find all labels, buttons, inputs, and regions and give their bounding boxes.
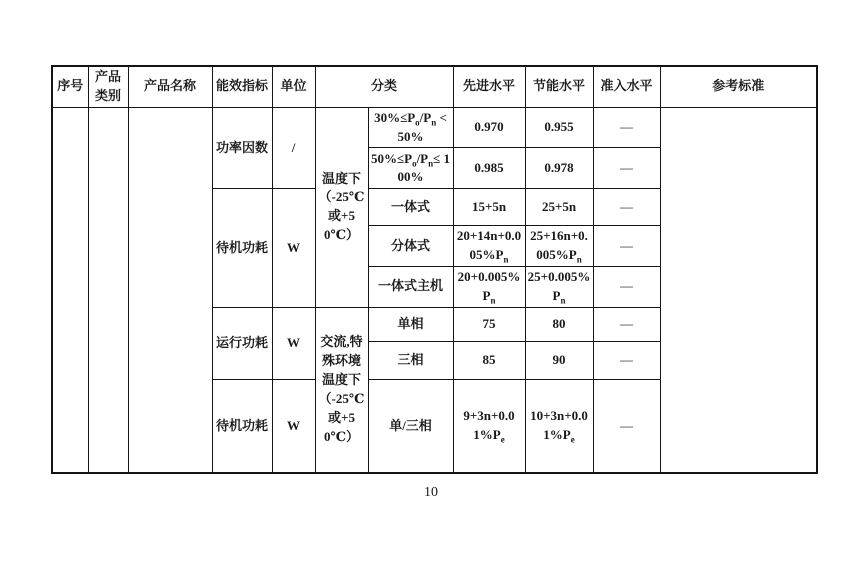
cell-entry-level: — [593, 341, 660, 379]
col-header-efficiency-indicator: 能效指标 [212, 66, 272, 107]
cell-advanced-level: 75 [453, 307, 525, 341]
cell-advanced-level: 0.970 [453, 107, 525, 148]
cell-saving-level: $25+16n+0.005\%P_n$ [525, 226, 593, 267]
cell-serial-empty [52, 107, 88, 473]
col-header-serial: 序号 [52, 66, 88, 107]
col-header-reference-standard: 参考标准 [660, 66, 817, 107]
col-header-saving-level: 节能水平 [525, 66, 593, 107]
cell-entry-level: — [593, 379, 660, 473]
cell-entry-level: — [593, 267, 660, 308]
cell-product-category-empty [88, 107, 128, 473]
cell-entry-level: — [593, 107, 660, 148]
col-header-advanced-level: 先进水平 [453, 66, 525, 107]
energy-efficiency-table [51, 65, 818, 474]
cell-unit: W [272, 307, 315, 379]
cell-classification: 单相 [368, 307, 453, 341]
cell-unit: W [272, 189, 315, 307]
cell-saving-level: $10+3n+0.01\%P_e$ [525, 379, 593, 473]
table-row [52, 107, 817, 148]
cell-classification: $50\%\le P_o/P_n\le 100\%$ [368, 148, 453, 189]
col-header-classification: 分类 [315, 66, 453, 107]
col-header-product-name: 产品名称 [128, 66, 212, 107]
col-header-unit: 单位 [272, 66, 315, 107]
cell-classification: 一体式主机 [368, 267, 453, 308]
cell-classification: 单/三相 [368, 379, 453, 473]
cell-entry-level: — [593, 148, 660, 189]
cell-unit: W [272, 379, 315, 473]
cell-saving-level: 0.955 [525, 107, 593, 148]
cell-entry-level: — [593, 307, 660, 341]
cell-saving-level: 25+5n [525, 189, 593, 226]
col-header-entry-level: 准入水平 [593, 66, 660, 107]
page-number: 10 [424, 485, 438, 500]
cell-saving-level: $25+0.005\%P_n$ [525, 267, 593, 308]
cell-indicator-standby-power: 待机功耗 [212, 379, 272, 473]
cell-advanced-level: 0.985 [453, 148, 525, 189]
cell-condition-ac-special: 交流,特殊环境温度下（-25℃或+50℃） [315, 307, 368, 473]
cell-classification: $30\%\le P_o/P_n < 50\%$ [368, 107, 453, 148]
cell-indicator-operating-power: 运行功耗 [212, 307, 272, 379]
cell-advanced-level: $9+3n+0.01\%P_e$ [453, 379, 525, 473]
cell-advanced-level: 85 [453, 341, 525, 379]
cell-reference-standard-empty [660, 107, 817, 473]
cell-entry-level: — [593, 226, 660, 267]
cell-advanced-level: $20+14n+0.005\%P_n$ [453, 226, 525, 267]
cell-saving-level: 90 [525, 341, 593, 379]
cell-indicator-power-factor: 功率因数 [212, 107, 272, 189]
cell-classification: 分体式 [368, 226, 453, 267]
col-header-product-category: 产品类别 [88, 66, 128, 107]
cell-advanced-level: 15+5n [453, 189, 525, 226]
cell-saving-level: 80 [525, 307, 593, 341]
cell-entry-level: — [593, 189, 660, 226]
cell-classification: 一体式 [368, 189, 453, 226]
cell-advanced-level: $20+0.005\%P_n$ [453, 267, 525, 308]
cell-condition-temperature: 温度下（-25℃或+50℃） [315, 107, 368, 307]
cell-product-name-empty [128, 107, 212, 473]
cell-saving-level: 0.978 [525, 148, 593, 189]
cell-indicator-standby-power: 待机功耗 [212, 189, 272, 307]
table-header-row [52, 66, 817, 107]
cell-classification: 三相 [368, 341, 453, 379]
cell-unit: / [272, 107, 315, 189]
